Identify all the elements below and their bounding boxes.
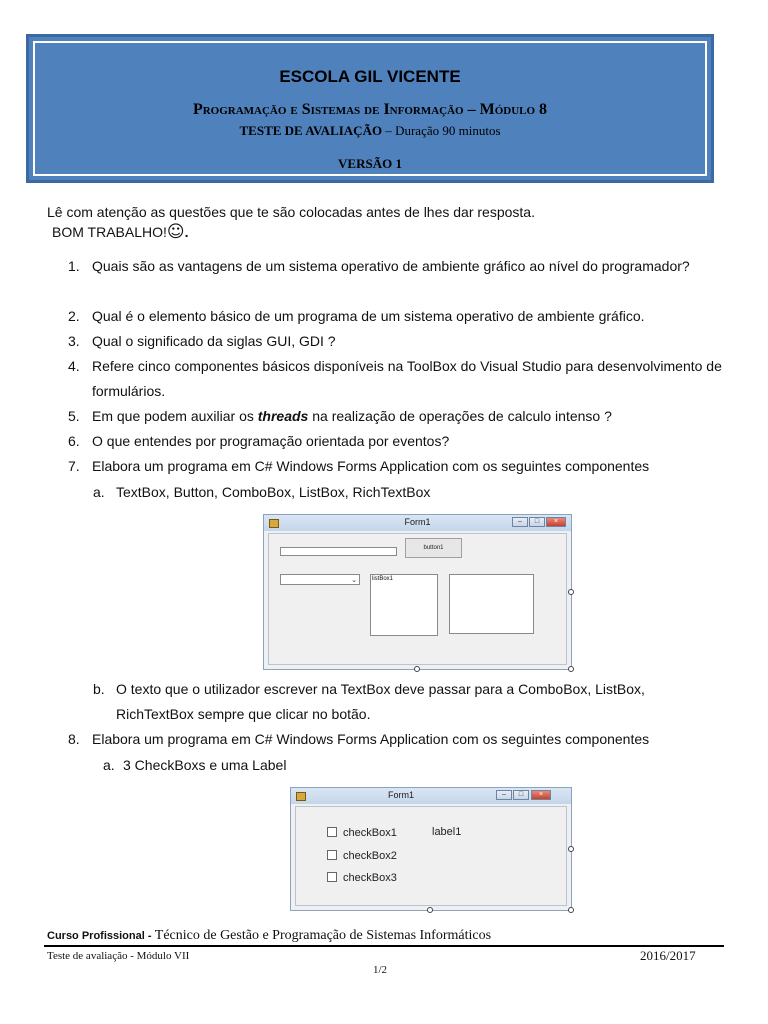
- question-text: [92, 404, 722, 429]
- greeting-text: BOM TRABALHO!: [52, 224, 167, 240]
- checkbox-label: checkBox2: [343, 850, 397, 862]
- question-text: Qual o significado da siglas GUI, GDI ?: [92, 333, 336, 349]
- resize-handle[interactable]: [414, 666, 420, 672]
- version-label: VERSÃO 1: [338, 156, 402, 171]
- resize-handle[interactable]: [427, 907, 433, 913]
- course-title: Programação e Sistemas de Informação – Módulo 8: [192, 101, 548, 118]
- header-frame: [33, 41, 707, 176]
- question-number: 1.: [68, 258, 80, 274]
- question-number: 3.: [68, 333, 80, 349]
- question-text: Refere cinco componentes básicos disponíveis na ToolBox do Visual Studio para desenvolvimento de formulários.: [92, 358, 722, 399]
- textbox1[interactable]: [280, 547, 397, 556]
- resize-handle[interactable]: [568, 907, 574, 913]
- q5-post: na realização de operações de calculo intenso ?: [308, 408, 612, 424]
- course-name: Técnico de Gestão e Programação de Sistemas Informáticos: [151, 928, 492, 943]
- checkbox-icon[interactable]: [327, 872, 337, 882]
- question-number: b.: [93, 681, 105, 697]
- form2-client: [295, 806, 567, 906]
- question-number: 7.: [68, 458, 80, 474]
- question-text: 3 CheckBoxs e uma Label: [123, 757, 287, 773]
- minimize-icon[interactable]: –: [496, 790, 512, 800]
- footer-divider: [44, 945, 724, 947]
- label1: label1: [432, 826, 462, 838]
- intro-text: Lê com atenção as questões que te são colocadas antes de lhes dar resposta.: [47, 204, 535, 220]
- greeting-end: .: [184, 224, 189, 240]
- checkbox1[interactable]: [327, 827, 397, 839]
- test-label: TESTE DE AVALIAÇÃO: [239, 123, 383, 138]
- question-number: 4.: [68, 358, 80, 374]
- form1-window: [263, 514, 572, 670]
- question-text: Elabora um programa em C# Windows Forms Application com os seguintes componentes: [92, 458, 650, 474]
- footer-year: 2016/2017: [640, 948, 696, 963]
- test-info: [35, 123, 705, 139]
- form1-title: Form1: [404, 517, 431, 527]
- test-duration: – Duração 90 minutos: [382, 123, 501, 138]
- question-text: TextBox, Button, ComboBox, ListBox, RichTextBox: [116, 484, 431, 500]
- chevron-down-icon[interactable]: ⌄: [351, 577, 357, 584]
- checkbox-label: checkBox3: [343, 872, 397, 884]
- question-number: 2.: [68, 308, 80, 324]
- question-text: O que entendes por programação orientada por eventos?: [92, 433, 450, 449]
- minimize-icon[interactable]: –: [512, 517, 528, 527]
- listbox-label: listBox1: [372, 576, 394, 582]
- question-number: 6.: [68, 433, 80, 449]
- question-text: Elabora um programa em C# Windows Forms Application com os seguintes componentes: [92, 731, 650, 747]
- q5-pre: Em que podem auxiliar os: [92, 408, 258, 424]
- combobox1[interactable]: [280, 574, 360, 585]
- checkbox-label: checkBox1: [343, 827, 397, 839]
- maximize-icon[interactable]: □: [529, 517, 545, 527]
- checkbox2[interactable]: [327, 850, 397, 862]
- school-name: ESCOLA GIL VICENTE: [279, 67, 461, 86]
- maximize-icon[interactable]: □: [513, 790, 529, 800]
- intro-greeting: [52, 222, 189, 242]
- question-number: 8.: [68, 731, 80, 747]
- checkbox3[interactable]: [327, 872, 397, 884]
- button1[interactable]: button1: [405, 538, 462, 558]
- footer-test-module: Teste de avaliação - Módulo VII: [47, 950, 190, 962]
- form1-titlebar: [264, 515, 571, 531]
- richtextbox1[interactable]: [449, 574, 534, 634]
- footer-course: [47, 927, 491, 944]
- resize-handle[interactable]: [568, 589, 574, 595]
- question-number: a.: [93, 484, 105, 500]
- form2-title: Form1: [387, 790, 414, 800]
- question-text: Quais são as vantagens de um sistema operativo de ambiente gráfico ao nível do programador?: [92, 258, 690, 274]
- form2-window: [290, 787, 572, 911]
- question-number: 5.: [68, 408, 80, 424]
- form2-titlebar: [291, 788, 571, 804]
- q5-emph: threads: [257, 408, 309, 424]
- checkbox-icon[interactable]: [327, 850, 337, 860]
- form1-client: [268, 533, 567, 665]
- course-label: Curso Profissional -: [47, 930, 152, 942]
- smiley-icon: ☺: [166, 222, 185, 242]
- header-banner: [26, 34, 714, 183]
- page-number: 1/2: [373, 964, 388, 976]
- resize-handle[interactable]: [568, 846, 574, 852]
- question-text: O texto que o utilizador escrever na TextBox deve passar para a ComboBox, ListBox, RichTextBox sempre que clicar no botão.: [116, 681, 645, 722]
- question-text: Qual é o elemento básico de um programa de um sistema operativo de ambiente gráfico.: [92, 308, 645, 324]
- listbox1[interactable]: [370, 574, 438, 636]
- question-number: a.: [103, 757, 115, 773]
- resize-handle[interactable]: [568, 666, 574, 672]
- close-icon[interactable]: ×: [531, 790, 551, 800]
- checkbox-icon[interactable]: [327, 827, 337, 837]
- close-icon[interactable]: ×: [546, 517, 566, 527]
